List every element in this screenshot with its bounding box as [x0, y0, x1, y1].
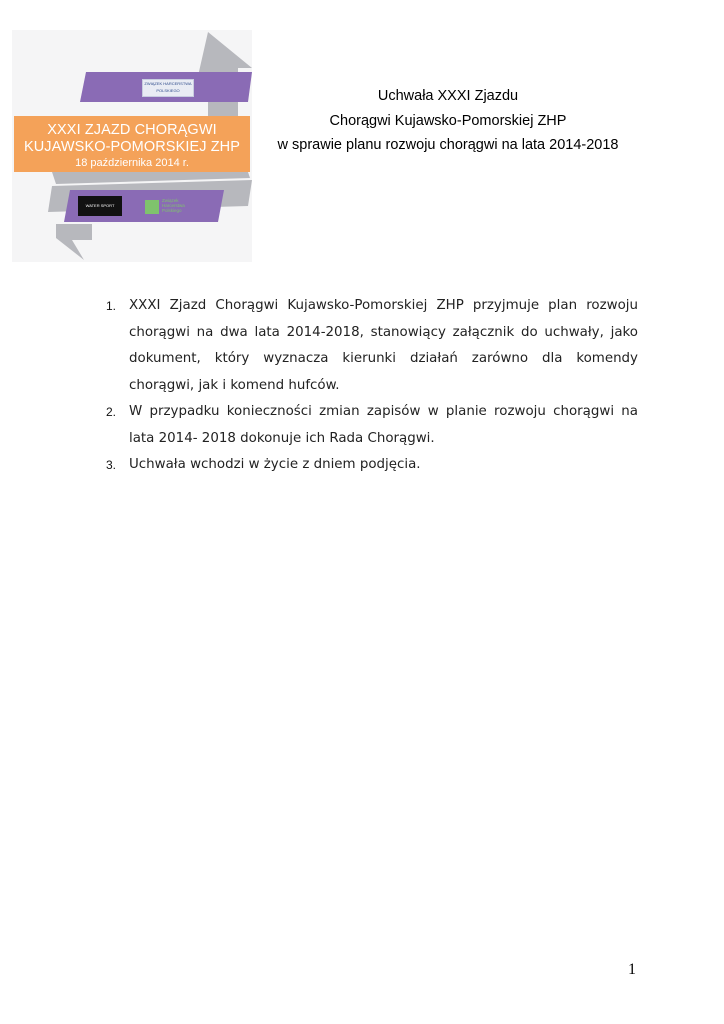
resolution-list — [106, 293, 638, 479]
sponsor-green-mark-icon — [145, 200, 159, 214]
heading-line3: w sprawie planu rozwoju chorągwi na lata 2014-2018 — [277, 137, 619, 153]
event-date: 18 października 2014 r. — [75, 157, 189, 169]
page-number: 1 — [628, 961, 636, 978]
sponsor-badge-top: ZWIĄZEK HARCERSTWA POLSKIEGO — [142, 79, 194, 97]
sponsor-logo-green: Związek Harcerstwa Polskiego — [145, 198, 199, 216]
list-item-number: 1. — [106, 299, 117, 313]
document-heading — [256, 84, 640, 158]
sponsor-logo-dark: WATER SPORT — [78, 196, 122, 216]
list-item-number: 2. — [106, 405, 117, 419]
event-title-line1: XXXI ZJAZD CHORĄGWI — [47, 122, 217, 138]
list-item — [106, 452, 638, 479]
list-item-text: W przypadku konieczności zmian zapisów w planie rozwoju chorągwi na lata 2014- 2018 dokonuje ich Rada Chorągwi. — [129, 404, 638, 446]
event-title-line2: KUJAWSKO-POMORSKIEJ ZHP — [23, 139, 241, 155]
list-item — [106, 293, 638, 399]
heading-line2: Chorągwi Kujawsko-Pomorskiej ZHP — [329, 112, 567, 129]
event-banner — [14, 116, 250, 172]
list-item-number: 3. — [106, 458, 117, 472]
list-item-text: XXXI Zjazd Chorągwi Kujawsko-Pomorskiej ZHP przyjmuje plan rozwoju chorągwi na dwa lata 2014-2018, stanowiący załącznik do uchwały, jako dokument, który wyznacza kierunki działań zarówno dla komendy chorągwi, jak i komend hufców. — [129, 298, 638, 393]
heading-line1: Uchwała XXXI Zjazdu — [377, 88, 519, 104]
list-item — [106, 399, 638, 452]
list-item-text: Uchwała wchodzi w życie z dniem podjęcia. — [129, 457, 421, 472]
